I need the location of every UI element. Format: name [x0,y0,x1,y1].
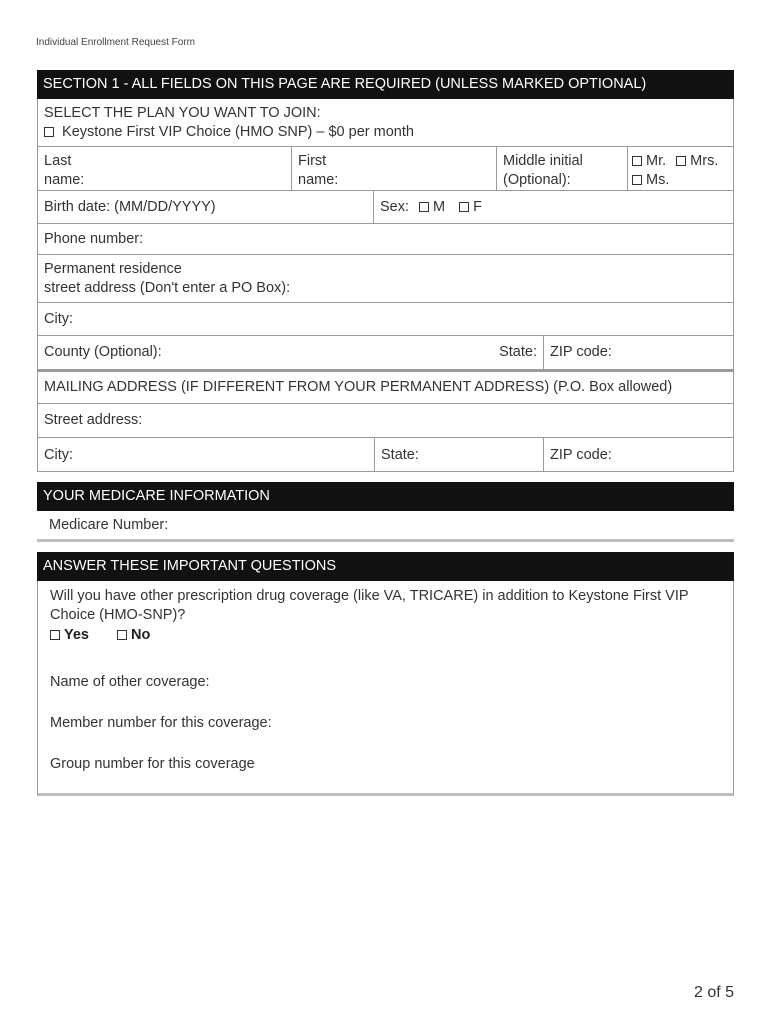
section-1 [37,70,734,472]
mailing-city-label: City: [44,447,73,463]
mailing-city-field[interactable] [38,438,374,471]
county-state-zip-row [37,336,734,370]
mailing-address-header: MAILING ADDRESS (IF DIFFERENT FROM YOUR PERMANENT ADDRESS) (P.O. Box allowed) [44,379,673,395]
birth-sex-row [37,191,734,224]
questions-body [37,581,734,796]
section-1-title: SECTION 1 - ALL FIELDS ON THIS PAGE ARE REQUIRED (UNLESS MARKED OPTIONAL) [37,70,734,99]
mailing-city-state-zip-row [37,438,734,472]
form-header: Individual Enrollment Request Form [36,37,195,48]
street-row[interactable] [37,404,734,438]
other-coverage-field[interactable] [50,673,210,692]
residence-label-2: street address (Don't enter a PO Box): [44,280,291,296]
group-number-label: Group number for this coverage [50,756,255,772]
phone-row[interactable] [37,224,734,255]
birth-date-field[interactable] [38,191,373,223]
state-field[interactable] [436,336,543,369]
mrs-label: Mrs. [690,153,719,169]
sex-m-checkbox[interactable] [419,202,429,212]
yes-checkbox[interactable] [50,630,60,640]
first-name-field[interactable] [291,147,496,190]
plan-selection-row [37,99,734,147]
questions-title: ANSWER THESE IMPORTANT QUESTIONS [37,552,734,581]
name-row [37,147,734,191]
middle-initial-label-2: (Optional): [503,172,571,188]
member-number-field[interactable] [50,714,272,733]
no-label: No [131,627,151,643]
state-label: State: [499,344,537,360]
title-options [627,147,733,190]
residence-row[interactable] [37,255,734,303]
birth-date-label: Birth date: (MM/DD/YYYY) [44,199,216,215]
sex-field [373,191,733,223]
city-label: City: [44,311,73,327]
mr-label: Mr. [646,153,667,169]
plan-option-label: Keystone First VIP Choice (HMO SNP) – $0 per month [62,124,414,140]
middle-initial-field[interactable] [496,147,627,190]
question-1-line-2: Choice (HMO-SNP)? [50,607,186,623]
ms-label: Ms. [646,172,670,188]
plan-option[interactable] [44,123,727,142]
question-1-line-1: Will you have other prescription drug coverage (like VA, TRICARE) in addition to Keystone First VIP [50,588,689,604]
plan-prompt: SELECT THE PLAN YOU WANT TO JOIN: [44,105,321,121]
sex-label: Sex: [380,199,410,215]
medicare-title: YOUR MEDICARE INFORMATION [37,482,734,511]
last-name-label: Last [44,153,72,169]
questions-section [37,552,734,796]
first-name-label: First [298,153,327,169]
group-number-field[interactable] [50,755,255,774]
city-row[interactable] [37,303,734,336]
medicare-number-row[interactable] [37,511,734,542]
mailing-header-row [37,370,734,404]
mr-checkbox[interactable] [632,156,642,166]
mrs-checkbox[interactable] [676,156,686,166]
middle-initial-label: Middle initial [503,153,583,169]
last-name-label-2: name: [44,172,85,188]
county-label: County (Optional): [44,344,162,360]
yes-label: Yes [64,627,89,643]
residence-label: Permanent residence [44,261,182,277]
zip-field[interactable] [543,336,733,369]
medicare-number-label: Medicare Number: [49,517,169,533]
mailing-state-label: State: [381,447,419,463]
sex-m-label: M [433,199,446,215]
ms-checkbox[interactable] [632,175,642,185]
plan-checkbox[interactable] [44,127,54,137]
last-name-field[interactable] [38,147,291,190]
other-coverage-label: Name of other coverage: [50,674,210,690]
sex-f-label: F [473,199,483,215]
no-checkbox[interactable] [117,630,127,640]
phone-label: Phone number: [44,231,144,247]
mailing-zip-label: ZIP code: [550,447,612,463]
first-name-label-2: name: [298,172,339,188]
medicare-section [37,482,734,542]
mailing-state-field[interactable] [374,438,543,471]
zip-label: ZIP code: [550,344,612,360]
mailing-zip-field[interactable] [543,438,733,471]
page-number: 2 of 5 [693,984,734,1001]
sex-f-checkbox[interactable] [459,202,469,212]
street-label: Street address: [44,412,143,428]
member-number-label: Member number for this coverage: [50,715,272,731]
